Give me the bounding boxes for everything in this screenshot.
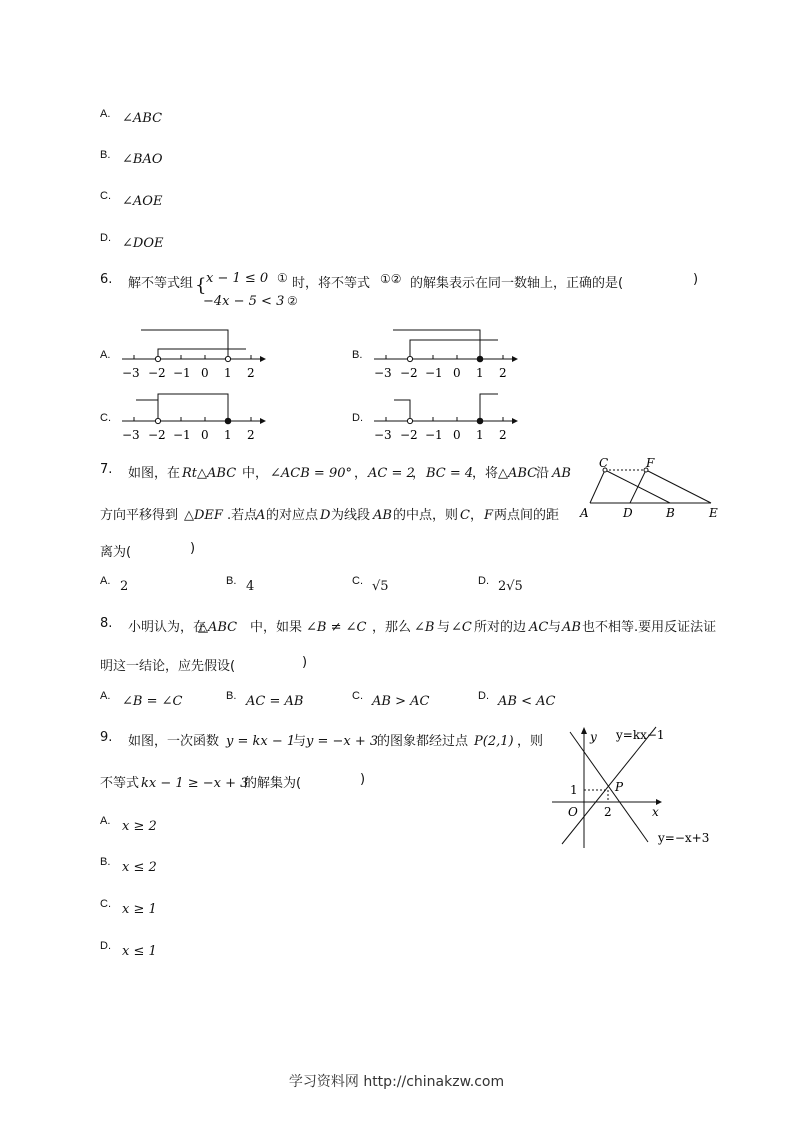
q7-text: 离为( — [100, 545, 132, 560]
tick-label: −3 — [374, 428, 392, 442]
q8-option-b-label: B. — [226, 690, 237, 702]
q9-text: 的解集为( — [244, 776, 302, 791]
q9-number: 9. — [100, 730, 113, 745]
graph-label-p: P — [615, 780, 624, 794]
q6-tail: 的解集表示在同一数轴上，正确的是( — [410, 276, 624, 291]
q5-option-d-label: D. — [100, 232, 111, 244]
tick-label: −2 — [148, 366, 166, 380]
q9-option-a-text: x ≥ 2 — [122, 819, 157, 834]
q6-option-c-label: C. — [100, 412, 111, 424]
q9-math: kx − 1 ≥ −x + 3 — [141, 776, 249, 791]
q6-numberline-a — [118, 328, 268, 378]
q5-option-a-label: A. — [100, 108, 111, 120]
q7-text: 方向平移得到 — [100, 508, 179, 523]
q9-option-c-label: C. — [100, 898, 111, 910]
tick-label: −3 — [122, 366, 140, 380]
tick-label: −1 — [173, 428, 191, 442]
q8-math: ∠B ≠ ∠C — [306, 620, 367, 635]
tick-label: 2 — [247, 366, 255, 380]
q7-option-a-text: 2 — [120, 579, 129, 594]
q6-circle-1: ① — [277, 271, 288, 285]
q8-math: △ABC — [198, 620, 238, 635]
tick-label: 1 — [476, 366, 484, 380]
q9-text: 与 — [293, 734, 307, 749]
q5-option-c-text: ∠AOE — [122, 194, 163, 209]
q9-math: P(2,1) — [474, 734, 514, 749]
q7-option-a-label: A. — [100, 575, 111, 587]
q9-option-b-label: B. — [100, 856, 111, 868]
q9-option-d-label: D. — [100, 940, 111, 952]
q5-option-b-label: B. — [100, 149, 111, 161]
graph-label-o: O — [568, 805, 578, 819]
q8-text: 与 — [548, 620, 562, 635]
tick-label: 0 — [201, 366, 209, 380]
q8-option-a-text: ∠B = ∠C — [122, 694, 183, 709]
footer-site-link[interactable]: 学习资料网 http://chinakzw.com — [288, 1074, 505, 1090]
q8-text: 所对的边 — [474, 620, 527, 635]
q8-math: ∠C — [451, 620, 472, 635]
q7-text: ，将 — [472, 466, 499, 481]
q7-text: .若点 — [227, 508, 258, 523]
q9-math: y = kx − 1 — [226, 734, 296, 749]
q8-text: 也不相等.要用反证法证 — [582, 620, 717, 635]
q8-text: ，那么 — [372, 620, 412, 635]
tick-label: 0 — [453, 366, 461, 380]
q7-figure — [578, 456, 728, 526]
q7-math: D — [320, 508, 331, 523]
q8-math: AB — [562, 620, 581, 635]
q9-text: 不等式 — [100, 776, 140, 791]
q5-option-b-text: ∠BAO — [122, 152, 163, 167]
q7-math: C — [460, 508, 470, 523]
q7-text: 两点间的距 — [494, 508, 560, 523]
q6-option-a-label: A. — [100, 349, 111, 361]
q6-numberline-c — [118, 390, 268, 440]
q7-text: 的对应点 — [266, 508, 319, 523]
q6-inequality-1: x − 1 ≤ 0 — [206, 271, 269, 286]
q6-numberline-d — [370, 390, 520, 440]
q9-option-a-label: A. — [100, 815, 111, 827]
tick-label: 1 — [476, 428, 484, 442]
q6-brace: { — [195, 275, 207, 296]
q7-math: F — [484, 508, 494, 523]
q5-option-a-text: ∠ABC — [122, 111, 163, 126]
q9-text: 的图象都经过点 — [377, 734, 469, 749]
tick-label: −3 — [374, 366, 392, 380]
tick-label: 1 — [224, 366, 232, 380]
q9-close: ) — [360, 772, 366, 787]
tick-label: −2 — [148, 428, 166, 442]
q6-lead: 解不等式组 — [128, 276, 194, 291]
q8-option-a-label: A. — [100, 690, 111, 702]
q8-text: 小明认为，在 — [128, 620, 207, 635]
q8-option-b-text: AC = AB — [246, 694, 304, 709]
q6-circles: ①② — [380, 272, 402, 286]
q7-text: 为线段 — [331, 508, 371, 523]
q8-option-c-text: AB > AC — [372, 694, 430, 709]
q7-text: 如图，在 — [128, 466, 181, 481]
q7-math: △DEF — [184, 508, 223, 523]
q9-text: 如图，一次函数 — [128, 734, 220, 749]
fig-label-b: B — [666, 506, 675, 520]
graph-label-line1: y=kx−1 — [616, 728, 665, 742]
q6-option-b-label: B. — [352, 349, 363, 361]
tick-label: −2 — [400, 366, 418, 380]
q8-text: 中，如果 — [250, 620, 303, 635]
tick-label: 1 — [224, 428, 232, 442]
fig-label-c: C — [599, 456, 609, 470]
q5-option-c-label: C. — [100, 190, 111, 202]
q6-inequality-2: −4x − 5 < 3 — [203, 294, 285, 309]
q8-text: 与 — [437, 620, 451, 635]
graph-label-line2: y=−x+3 — [658, 831, 710, 845]
tick-label: 2 — [499, 428, 507, 442]
q6-circle-2: ② — [287, 294, 298, 308]
tick-label: −3 — [122, 428, 140, 442]
q6-option-d-label: D. — [352, 412, 363, 424]
graph-label-two: 2 — [604, 805, 612, 819]
q7-math: AB — [552, 466, 571, 481]
q6-mid: 时，将不等式 — [292, 276, 371, 291]
q7-math: ∠ACB = 90° — [270, 466, 352, 481]
fig-label-f: F — [646, 456, 655, 470]
q9-option-b-text: x ≤ 2 — [122, 860, 157, 875]
q8-option-d-label: D. — [478, 690, 489, 702]
q9-option-c-text: x ≥ 1 — [122, 902, 157, 917]
q7-math: BC = 4 — [426, 466, 474, 481]
q7-option-b-label: B. — [226, 575, 237, 587]
q8-option-d-text: AB < AC — [498, 694, 556, 709]
q9-option-d-text: x ≤ 1 — [122, 944, 157, 959]
graph-label-y: y — [590, 730, 597, 744]
q7-text: ， — [470, 508, 484, 523]
q5-option-d-text: ∠DOE — [122, 236, 164, 251]
q7-text: ， — [412, 466, 426, 481]
fig-label-e: E — [709, 506, 718, 520]
q7-option-d-text: 2√5 — [498, 579, 523, 594]
tick-label: 2 — [499, 366, 507, 380]
q9-math: y = −x + 3 — [306, 734, 379, 749]
q7-option-c-label: C. — [352, 575, 363, 587]
q7-number: 7. — [100, 462, 113, 477]
graph-label-one: 1 — [570, 783, 578, 797]
q8-text: 明这一结论，应先假设( — [100, 659, 236, 674]
q7-text: 沿 — [536, 466, 550, 481]
tick-label: 0 — [453, 428, 461, 442]
q9-graph — [548, 724, 728, 854]
graph-label-x: x — [652, 805, 659, 819]
tick-label: −1 — [425, 366, 443, 380]
q8-math: AC — [529, 620, 549, 635]
q8-close: ) — [302, 655, 308, 670]
tick-label: 2 — [247, 428, 255, 442]
q8-option-c-label: C. — [352, 690, 363, 702]
q7-text: 的中点，则 — [393, 508, 459, 523]
q7-close: ) — [190, 541, 196, 556]
q8-math: ∠B — [414, 620, 435, 635]
q7-math: AB — [373, 508, 392, 523]
q7-math: AC = 2 — [368, 466, 415, 481]
q9-text: ，则 — [517, 734, 544, 749]
tick-label: −1 — [425, 428, 443, 442]
q8-number: 8. — [100, 616, 113, 631]
q7-text: ， — [354, 466, 368, 481]
q6-number: 6. — [100, 272, 113, 287]
fig-label-a: A — [580, 506, 589, 520]
fig-label-d: D — [623, 506, 633, 520]
q7-text: 中， — [242, 466, 269, 481]
q7-math: △ABC — [498, 466, 538, 481]
tick-label: −1 — [173, 366, 191, 380]
tick-label: −2 — [400, 428, 418, 442]
q6-close: ) — [693, 272, 699, 287]
q7-math: Rt△ABC — [182, 466, 237, 481]
q7-math: A — [256, 508, 266, 523]
q7-option-b-text: 4 — [246, 579, 255, 594]
tick-label: 0 — [201, 428, 209, 442]
q7-option-d-label: D. — [478, 575, 489, 587]
q6-numberline-b — [370, 328, 520, 378]
q7-option-c-text: √5 — [372, 579, 389, 594]
